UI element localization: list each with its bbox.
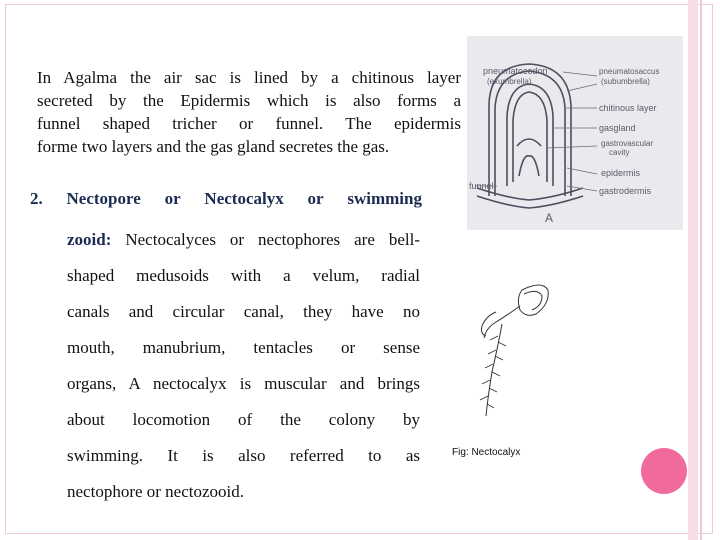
- body-line: mouth, manubrium, tentacles or sense: [67, 338, 420, 357]
- label-cavity: cavity: [609, 148, 630, 157]
- body-line: organs, A nectocalyx is muscular and brings: [67, 374, 420, 393]
- heading-word: or: [164, 189, 181, 208]
- body-line: shaped medusoids with a velum, radial: [67, 266, 420, 285]
- paragraph-agalma: [37, 66, 461, 158]
- figure-pneumatophore: [467, 36, 683, 230]
- label-pneumatocodon: pneumatocodon: [483, 66, 548, 76]
- item-2-body: [67, 222, 420, 510]
- inner-sac-lining: [513, 92, 547, 182]
- body-line-rest: Nectocalyces or nectophores are bell-: [111, 230, 420, 249]
- stem-upper: [484, 306, 520, 338]
- label-gastrodermis: gastrodermis: [599, 186, 652, 196]
- label-letter-a: A: [545, 211, 554, 225]
- paragraph-line: funnel shaped tricher or funnel. The epidermis: [37, 114, 461, 133]
- gas-gland-top: [517, 139, 541, 146]
- paragraph-line: forme two layers and the gas gland secretes the gas.: [37, 137, 390, 156]
- label-gastrovascular: gastrovascular: [601, 139, 654, 148]
- heading-word: Nectocalyx: [204, 189, 284, 208]
- bell-inner: [524, 291, 542, 310]
- heading-word: swimming: [347, 189, 422, 208]
- label-funnel: funnel: [469, 181, 494, 191]
- body-line: canals and circular canal, they have no: [67, 302, 420, 321]
- slide-edge-band: [688, 0, 698, 540]
- pneumatophore-diagram: [467, 36, 683, 230]
- item-2-heading: [30, 189, 422, 209]
- label-gasgland: gasgland: [599, 123, 636, 133]
- label-pneumatosaccus: pneumatosaccus: [599, 67, 660, 76]
- body-line: nectophore or nectozooid.: [67, 482, 245, 501]
- zooid-label: zooid:: [67, 230, 112, 249]
- gas-gland: [519, 156, 539, 176]
- nectocalyx-drawing: [462, 276, 556, 436]
- body-line: [67, 222, 420, 258]
- label-epidermis: epidermis: [601, 168, 641, 178]
- paragraph-line: secreted by the Epidermis which is also forms a: [37, 91, 461, 110]
- heading-word: or: [307, 189, 324, 208]
- label-subumbrella: (subumbrella): [601, 77, 650, 86]
- figure-nectocalyx: [462, 276, 556, 436]
- paragraph-line: In Agalma the air sac is lined by a chitinous layer: [37, 68, 461, 87]
- inner-sac: [507, 84, 553, 186]
- outer-dome-inner: [495, 71, 565, 196]
- slide-edge-line: [700, 0, 702, 540]
- heading-word: Nectopore: [66, 189, 141, 208]
- label-chitinous-layer: chitinous layer: [599, 103, 657, 113]
- figure-caption: Fig: Nectocalyx: [452, 447, 521, 458]
- bell-outline: [518, 285, 548, 315]
- funnel-line-2: [477, 196, 583, 208]
- decorative-circle: [641, 448, 687, 494]
- body-line: about locomotion of the colony by: [67, 410, 420, 429]
- body-line: swimming. It is also referred to as: [67, 446, 420, 465]
- label-exumbrella: (exumbrella): [487, 77, 532, 86]
- item-number: 2.: [30, 189, 43, 208]
